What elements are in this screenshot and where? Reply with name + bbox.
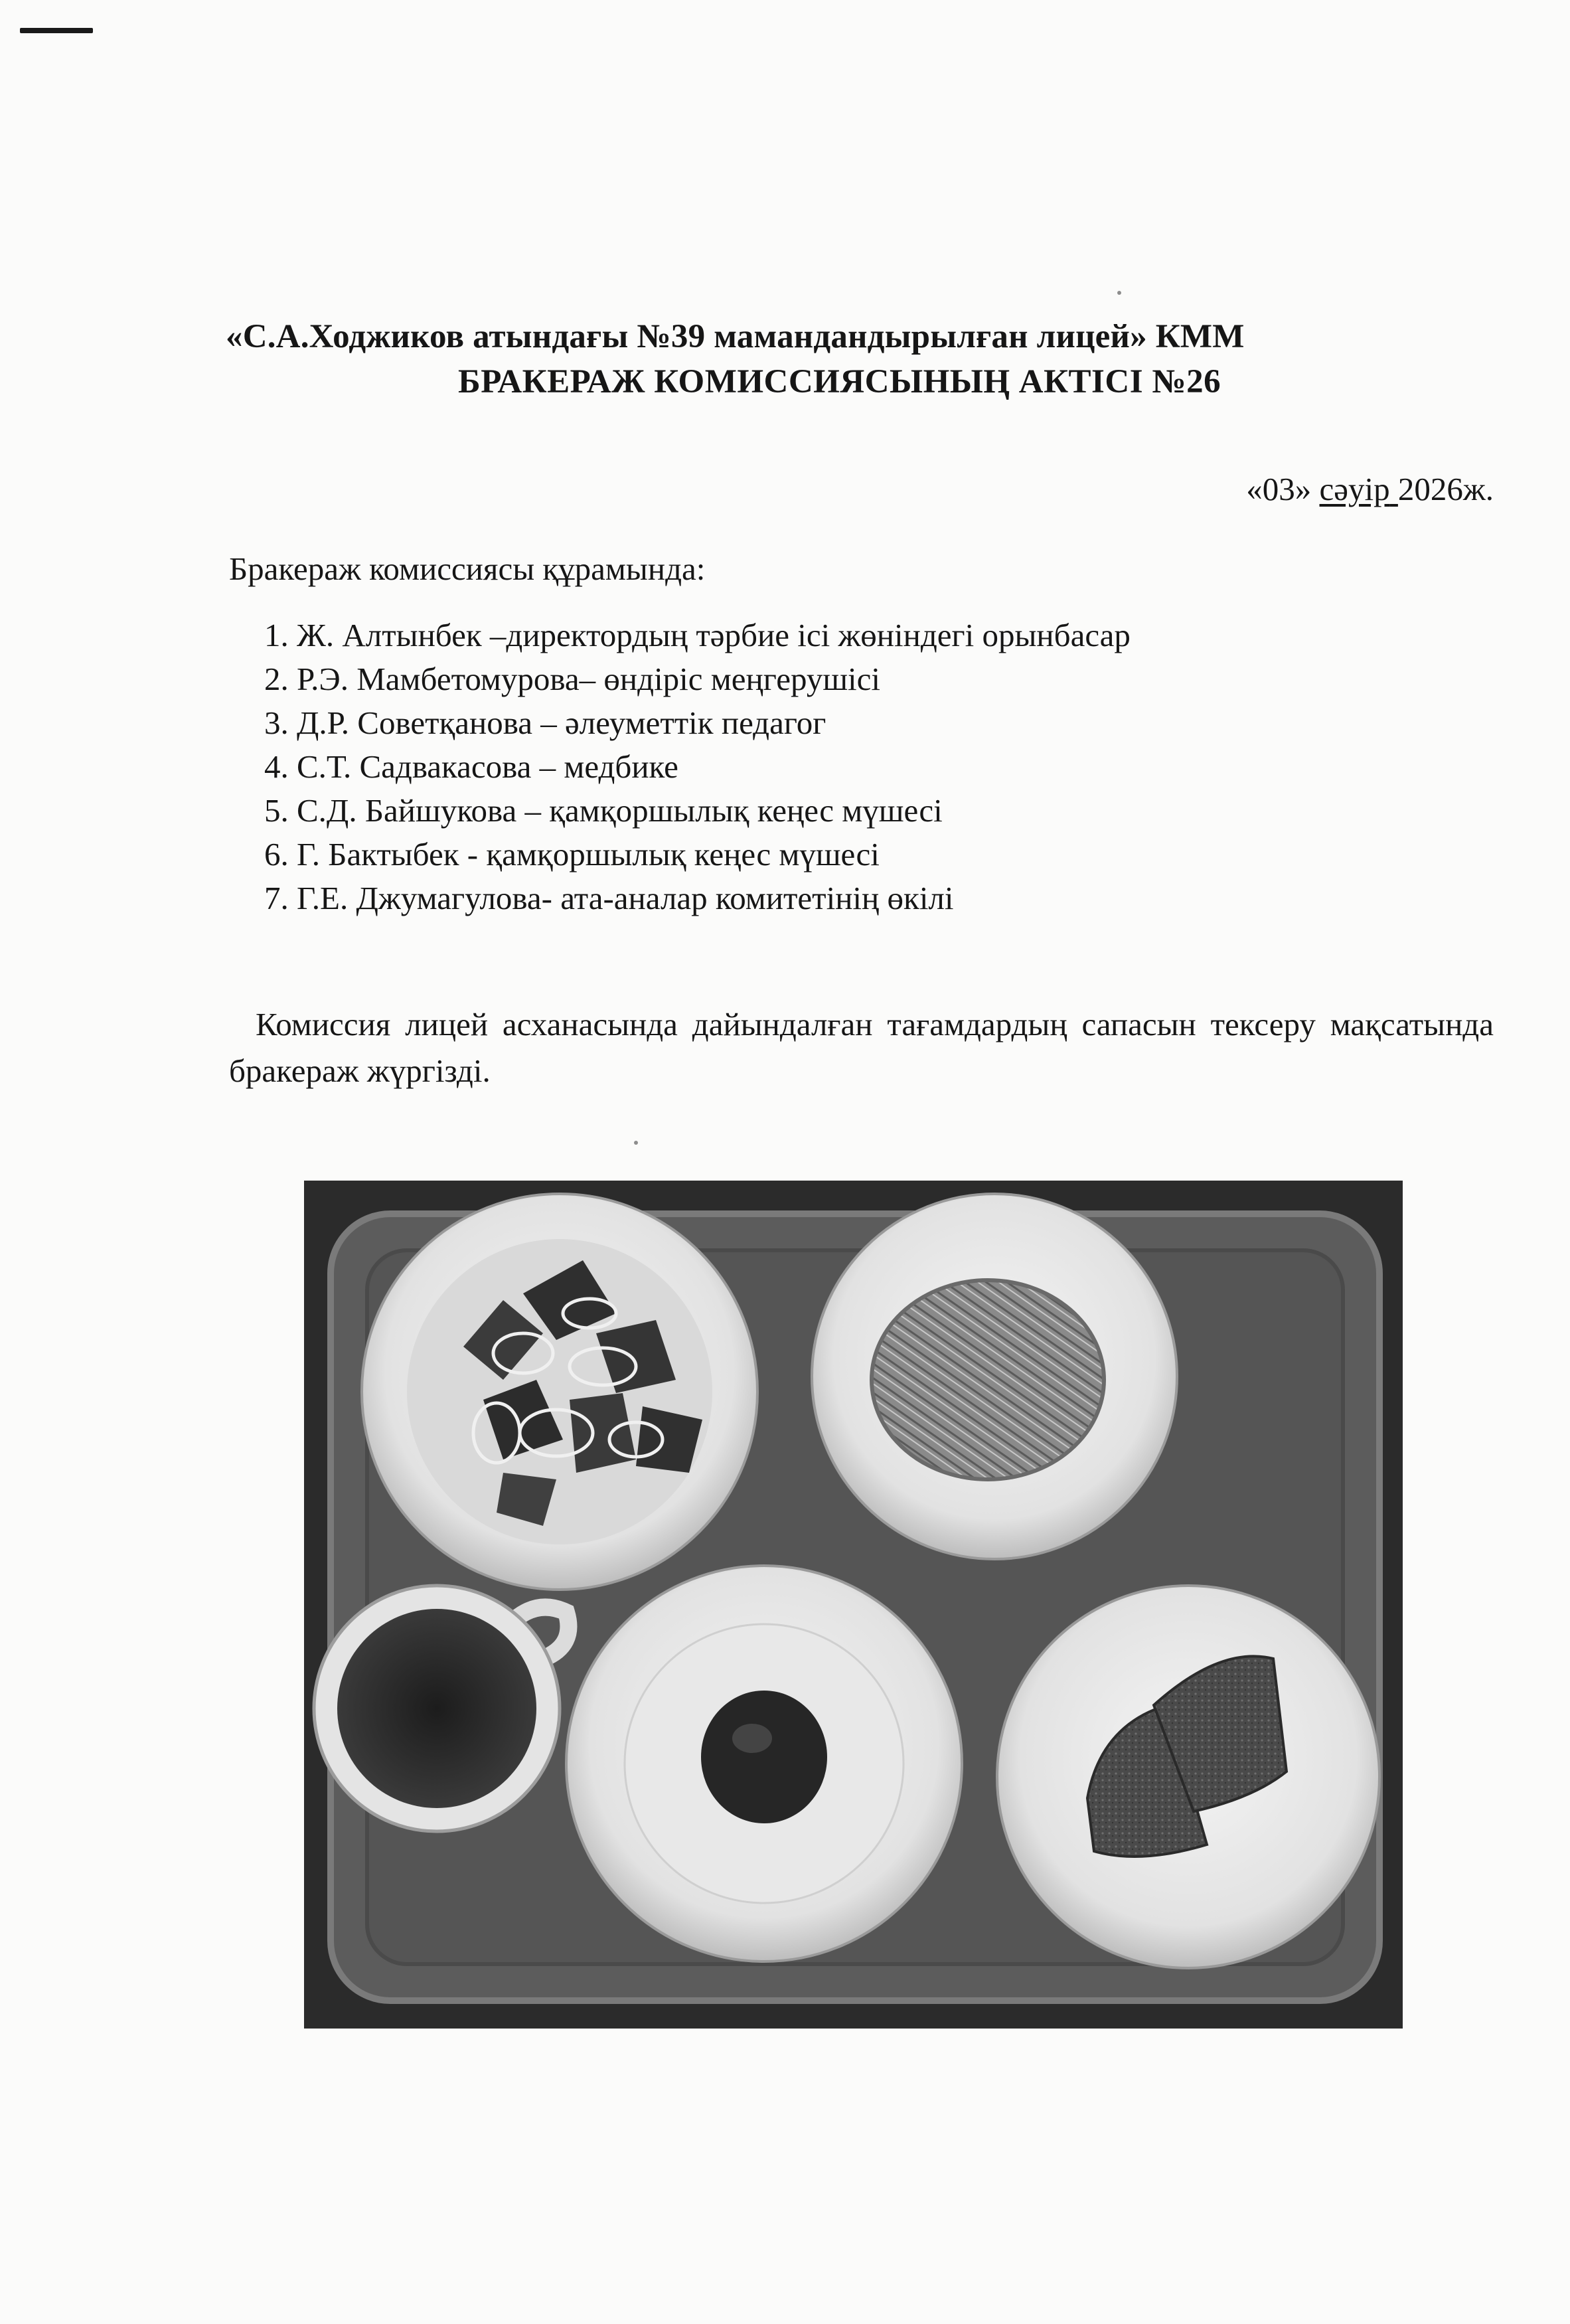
scan-speck — [1117, 291, 1121, 295]
member-item: 1. Ж. Алтынбек –директордың тәрбие ісі жөніндегі орынбасар — [264, 617, 1131, 653]
member-item: 3. Д.Р. Советқанова – әлеуметтік педагог — [264, 705, 826, 741]
noodle-plate — [812, 1194, 1177, 1559]
member-item: 5. С.Д. Байшукова – қамқоршылық кеңес мүшесі — [264, 792, 943, 829]
food-tray-photo — [304, 1181, 1403, 2029]
members-list — [264, 614, 1131, 920]
bread-plate — [997, 1586, 1379, 1968]
member-item: 7. Г.Е. Джумагулова- ата-аналар комитетінің өкілі — [264, 880, 954, 916]
member-item: 6. Г. Бактыбек - қамқоршылық кеңес мүшесі — [264, 836, 880, 872]
date-day: «03» — [1246, 471, 1312, 507]
member-item: 2. Р.Э. Мамбетомурова– өндіріс меңгерушісі — [264, 661, 881, 697]
organization-title: «С.А.Ходжиков атындағы №39 мамандандырылған лицей» КММ — [226, 318, 1245, 355]
members-heading: Бракераж комиссиясы құрамында: — [229, 550, 706, 587]
date-month: сәуір — [1319, 471, 1390, 507]
member-item: 4. С.Т. Садвакасова – медбике — [264, 748, 678, 785]
date-year: 2026ж. — [1397, 471, 1494, 507]
act-date — [1246, 470, 1494, 508]
scan-speck — [634, 1141, 638, 1145]
inspection-paragraph: Комиссия лицей асханасында дайындалған тағамдардың сапасын тексеру мақсатында бракераж жүргізді. — [229, 1006, 1494, 1089]
jam-plate — [566, 1566, 962, 1961]
scan-corner-mark — [20, 28, 93, 33]
salad-plate — [362, 1194, 757, 1590]
act-title: БРАКЕРАЖ КОМИССИЯСЫНЫҢ АКТІСІ №26 — [458, 363, 1221, 400]
